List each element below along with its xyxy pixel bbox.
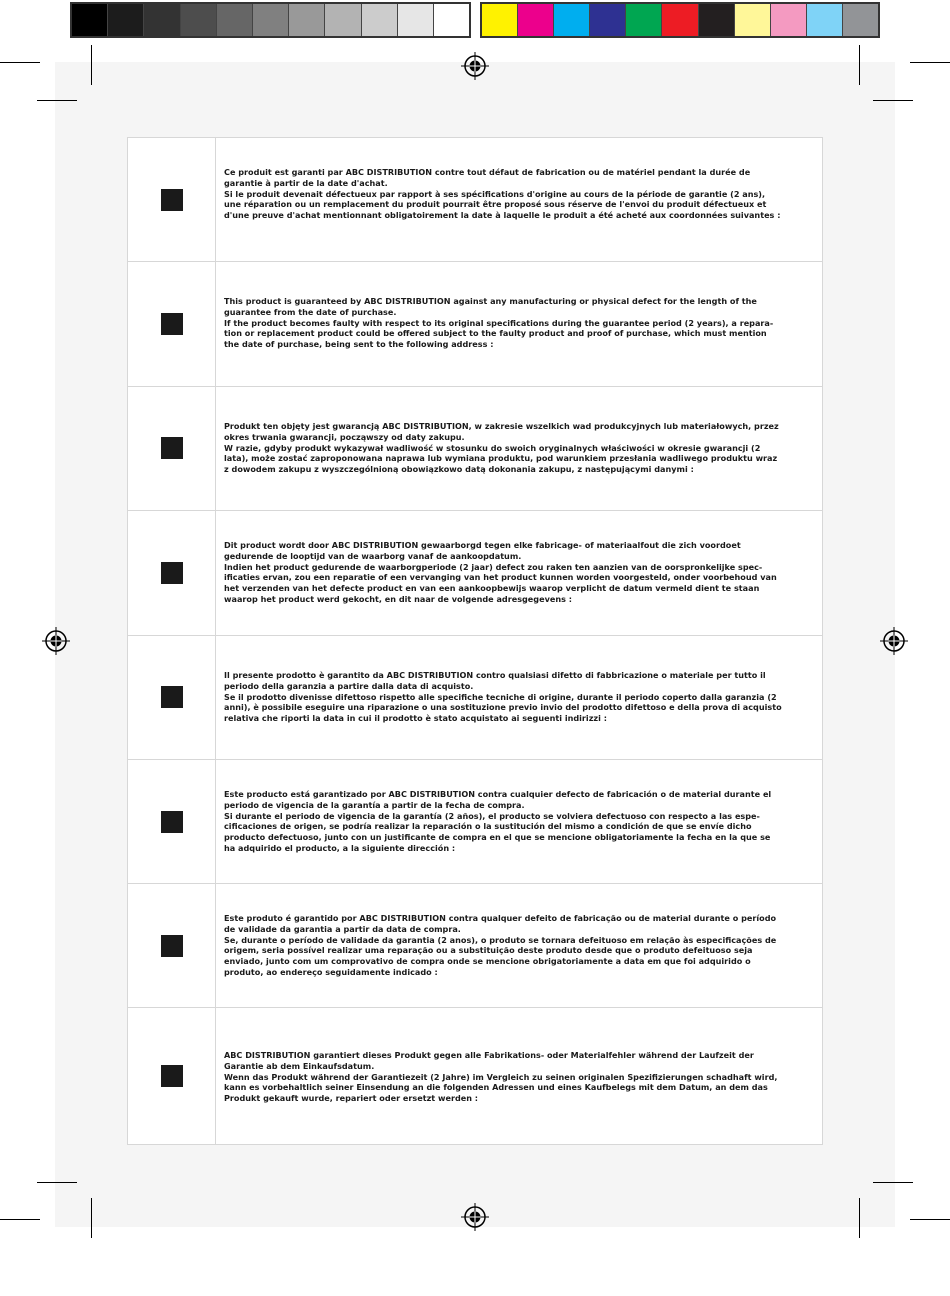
warranty-paragraph: This product is guaranteed by ABC DISTRIBUTION against any manufacturing or physical defect for the length of the guarantee from the date of purchase. [224,296,757,317]
flag-cell [128,760,216,883]
language-flag-icon [161,1065,183,1087]
warranty-paragraph: Se il prodotto divenisse difettoso rispetto alle specifiche tecniche di origine, durante il periodo coperto dalla garanzia (2 anni), è possibile eseguire una riparazione o una sostituzione previo invio del prodotto difettoso e della prova di acquisto relativa che riporti la data in cui il prodotto è stato acquistato ai seguenti indirizzi : [224,691,782,724]
warranty-text [224,540,782,605]
color-swatch [662,4,698,36]
flag-cell [128,387,216,510]
warranty-text [224,913,782,978]
flag-cell [128,884,216,1007]
warranty-paragraph: Produkt ten objęty jest gwarancją ABC DISTRIBUTION, w zakresie wszelkich wad produkcyjnych lub materiałowych, przez okres trwania gwarancji, począwszy od daty zakupu. [224,421,779,442]
color-swatch [554,4,590,36]
registration-mark-icon [461,1203,489,1231]
warranty-row-en [128,262,822,387]
crop-mark-top-left-v [91,45,92,85]
warranty-text [224,421,782,475]
warranty-text [224,670,782,724]
warranty-paragraph: Este produto é garantido por ABC DISTRIBUTION contra qualquer defeito de fabricação ou de material durante o período de validade da garantia a partir da data de compra. [224,913,777,934]
color-swatch [144,4,180,36]
warranty-row-es [128,760,822,884]
warranty-paragraph: If the product becomes faulty with respect to its original specifications during the guarantee period (2 years), a repara-tion or replacement product could be offered subject to the faulty product and proof of purchase, which must mention the date of purchase, being sent to the following address : [224,317,774,350]
warranty-paragraph: ABC DISTRIBUTION garantiert dieses Produkt gegen alle Fabrikations- oder Materialfehler während der Laufzeit der Garantie ab dem Einkaufsdatum. [224,1050,754,1071]
language-flag-icon [161,811,183,833]
crop-mark-top-right-v [859,45,860,85]
warranty-table [127,137,823,1145]
color-swatch [108,4,144,36]
warranty-row-de [128,1008,822,1144]
flag-cell [128,262,216,386]
warranty-row-fr [128,138,822,262]
warranty-paragraph: Wenn das Produkt während der Garantiezeit (2 Jahre) im Vergleich zu seinen originalen Spezifizierungen schadhaft wird, kann es vorbehaltlich seiner Einsendung an die folgenden Adressen und eines Kaufbelegs mit dem Datum, an dem das Produkt gekauft wurde, repariert oder ersetzt werden : [224,1071,778,1104]
warranty-paragraph: Si le produit devenait défectueux par rapport à ses spécifications d'origine au cours de la période de garantie (2 ans), une réparation ou un remplacement du produit pourrait être proposé sous réserve de l'envoi du produit défectueux et d'une preuve d'achat mentionnant obligatoirement la date à laquelle le produit a été acheté aux coordonnées suivantes : [224,188,781,221]
language-flag-icon [161,686,183,708]
warranty-paragraph: Dit product wordt door ABC DISTRIBUTION gewaarborgd tegen elke fabricage- of materiaalfout die zich voordoet gedurende de looptijd van de waarborg vanaf de aankoopdatum. [224,540,741,561]
color-swatch [362,4,398,36]
warranty-text [224,167,782,221]
color-swatch [181,4,217,36]
flag-cell [128,636,216,759]
color-swatch [735,4,771,36]
warranty-text [224,1050,782,1104]
language-flag-icon [161,313,183,335]
color-swatch [325,4,361,36]
grayscale-color-bar [70,2,471,38]
registration-mark-icon [461,52,489,80]
warranty-row-pt [128,884,822,1008]
crop-mark-bottom-right-h [873,1182,913,1183]
warranty-paragraph: Il presente prodotto è garantito da ABC DISTRIBUTION contro qualsiasi difetto di fabbricazione o materiale per tutto il periodo della garanzia a partire dalla data di acquisto. [224,670,766,691]
crop-mark-top-right-h2 [910,62,950,63]
color-swatch [518,4,554,36]
crop-mark-top-right-h [873,100,913,101]
warranty-row-it [128,636,822,760]
crop-mark-top-left-h2 [0,62,40,63]
crop-mark-bottom-left-v [91,1198,92,1238]
color-swatch [699,4,735,36]
language-flag-icon [161,562,183,584]
warranty-paragraph: Este producto está garantizado por ABC DISTRIBUTION contra cualquier defecto de fabricación o de material durante el periodo de vigencia de la garantía a partir de la fecha de compra. [224,789,772,810]
color-swatch [398,4,434,36]
registration-mark-icon [42,627,70,655]
color-swatch [843,4,878,36]
color-swatch [217,4,253,36]
crop-mark-bottom-left-h2 [0,1219,40,1220]
color-swatch [807,4,843,36]
flag-cell [128,138,216,261]
warranty-row-nl [128,511,822,636]
warranty-text [224,789,782,854]
registration-mark-icon [880,627,908,655]
crop-mark-bottom-right-h2 [910,1219,950,1220]
warranty-text [224,296,782,350]
flag-cell [128,511,216,635]
warranty-paragraph: Indien het product gedurende de waarborgperiode (2 jaar) defect zou raken ten aanzien van de oorspronkelijke spec-ificaties ervan, zou een reparatie of een vervanging van het product kunnen worden voorgesteld, onder voorbehoud van het verzenden van het defecte product en van een aankoopbewijs waarop verplicht de datum vermeld dient te staan waarop het product werd gekocht, en dit naar de volgende adresgegevens : [224,561,777,604]
crop-mark-bottom-left-h [37,1182,77,1183]
warranty-paragraph: Si durante el periodo de vigencia de la garantía (2 años), el producto se volviera defectuoso con respecto a las espe-cificaciones de origen, se podría realizar la reparación o la sustitución del mismo a condición de que se envíe dicho producto defectuoso, junto con un justificante de compra en el que se mencione obligatoriamente la fecha en la que se ha adquirido el producto, a la siguiente dirección : [224,810,771,853]
flag-cell [128,1008,216,1144]
language-flag-icon [161,437,183,459]
language-flag-icon [161,189,183,211]
color-swatch [626,4,662,36]
color-swatch [434,4,469,36]
crop-mark-bottom-right-v [859,1198,860,1238]
color-swatch [771,4,807,36]
crop-mark-top-left-h [37,100,77,101]
color-swatch [72,4,108,36]
warranty-paragraph: Se, durante o período de validade da garantia (2 anos), o produto se tornara defeituoso em relação às especificações de origem, seria possível realizar uma reparação ou a substituição deste produto desde que o produto defeituoso seja enviado, junto com um comprovativo de compra onde se mencione obrigatoriamente a data em que foi adquirido o produto, ao endereço seguidamente indicado : [224,934,777,977]
process-color-bar [480,2,880,38]
color-swatch [253,4,289,36]
color-swatch [590,4,626,36]
warranty-paragraph: W razie, gdyby produkt wykazywał wadliwość w stosunku do swoich oryginalnych właściwości w okresie gwarancji (2 lata), może zostać zaproponowana naprawa lub wymiana produktu, pod warunkiem przesłania wadliwego produktu wraz z dowodem zakupu z wyszczególnioną obowiązkowo datą dokonania zakupu, z następującymi danymi : [224,442,778,475]
warranty-paragraph: Ce produit est garanti par ABC DISTRIBUTION contre tout défaut de fabrication ou de matériel pendant la durée de garantie à partir de la date d'achat. [224,167,751,188]
color-swatch [289,4,325,36]
warranty-row-pl [128,387,822,511]
color-swatch [482,4,518,36]
language-flag-icon [161,935,183,957]
